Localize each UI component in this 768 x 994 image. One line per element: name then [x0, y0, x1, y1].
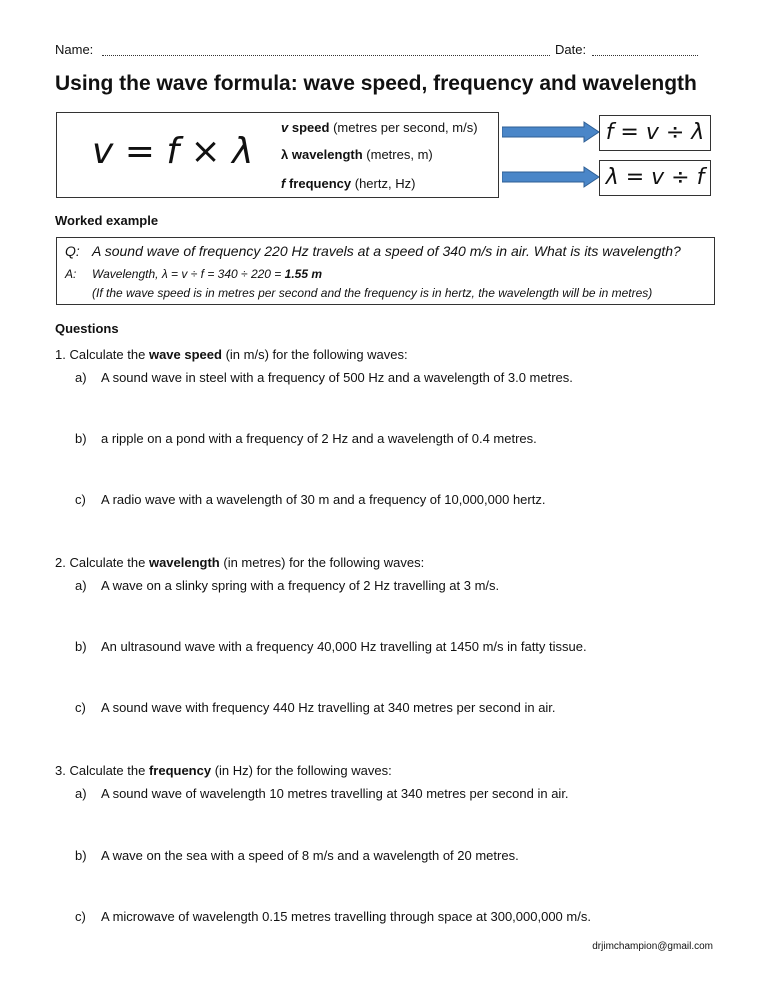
- worked-example-heading: Worked example: [55, 213, 159, 228]
- question-1a-text: A sound wave in steel with a frequency of 500 Hz and a wavelength of 3.0 metres.: [101, 370, 573, 385]
- name-field[interactable]: [102, 55, 550, 56]
- worked-answer: [92, 267, 322, 281]
- questions-heading: Questions: [55, 321, 119, 336]
- definition-frequency: [281, 176, 415, 191]
- answer-working: Wavelength, λ = v ÷ f = 340 ÷ 220 =: [92, 267, 285, 281]
- question-1b-text: a ripple on a pond with a frequency of 2 Hz and a wavelength of 0.4 metres.: [101, 431, 537, 446]
- question-2a-label: a): [75, 578, 87, 593]
- wavelength-symbol: λ: [281, 147, 289, 162]
- worked-question: A sound wave of frequency 220 Hz travels at a speed of 340 m/s in air. What is its wavelength?: [92, 243, 681, 259]
- page-title: Using the wave formula: wave speed, frequency and wavelength: [55, 72, 697, 95]
- question-2-heading: 2. Calculate the wavelength (in metres) for the following waves:: [55, 555, 425, 570]
- answer-note: (If the wave speed is in metres per second and the frequency is in hertz, the wavelength will be in metres): [92, 286, 653, 300]
- main-formula: v = f × λ: [92, 131, 254, 172]
- answer-label: A:: [65, 267, 77, 281]
- arrow-right-icon: [502, 166, 600, 188]
- date-field[interactable]: [592, 55, 698, 56]
- question-1c-text: A radio wave with a wavelength of 30 m and a frequency of 10,000,000 hertz.: [101, 492, 546, 507]
- question-3b-label: b): [75, 848, 87, 863]
- rearranged-formula-wavelength: λ = v ÷ f: [599, 160, 711, 196]
- wavelength-term: wavelength: [291, 147, 363, 162]
- question-1b-label: b): [75, 431, 87, 446]
- speed-term: speed: [291, 120, 330, 135]
- question-3-heading: 3. Calculate the frequency (in Hz) for the following waves:: [55, 763, 392, 778]
- question-3b-text: A wave on the sea with a speed of 8 m/s and a wavelength of 20 metres.: [101, 848, 519, 863]
- frequency-term: frequency: [288, 176, 352, 191]
- speed-detail: (metres per second, m/s): [333, 120, 478, 135]
- wavelength-detail: (metres, m): [366, 147, 433, 162]
- question-2a-text: A wave on a slinky spring with a frequency of 2 Hz travelling at 3 m/s.: [101, 578, 500, 593]
- question-2c-label: c): [75, 700, 86, 715]
- frequency-detail: (hertz, Hz): [354, 176, 416, 191]
- question-1a-label: a): [75, 370, 87, 385]
- question-2c-text: A sound wave with frequency 440 Hz travelling at 340 metres per second in air.: [101, 700, 556, 715]
- question-3c-label: c): [75, 909, 86, 924]
- question-1c-label: c): [75, 492, 86, 507]
- question-3a-label: a): [75, 786, 87, 801]
- question-3c-text: A microwave of wavelength 0.15 metres travelling through space at 300,000,000 m/s.: [101, 909, 591, 924]
- speed-symbol: v: [281, 120, 289, 135]
- question-2b-label: b): [75, 639, 87, 654]
- question-1-heading: 1. Calculate the wave speed (in m/s) for the following waves:: [55, 347, 408, 362]
- rearranged-formula-frequency: f = v ÷ λ: [599, 115, 711, 151]
- arrow-right-icon: [502, 121, 600, 143]
- question-3a-text: A sound wave of wavelength 10 metres travelling at 340 metres per second in air.: [101, 786, 569, 801]
- name-label: Name:: [55, 42, 94, 57]
- date-label: Date:: [555, 42, 587, 57]
- definition-wavelength: [281, 147, 433, 162]
- footer-email: drjimchampion@gmail.com: [592, 941, 713, 952]
- frequency-symbol: f: [281, 176, 286, 191]
- question-label: Q:: [65, 243, 80, 259]
- question-2b-text: An ultrasound wave with a frequency 40,000 Hz travelling at 1450 m/s in fatty tissue.: [101, 639, 587, 654]
- answer-value: 1.55 m: [284, 267, 322, 281]
- definition-speed: [281, 120, 478, 135]
